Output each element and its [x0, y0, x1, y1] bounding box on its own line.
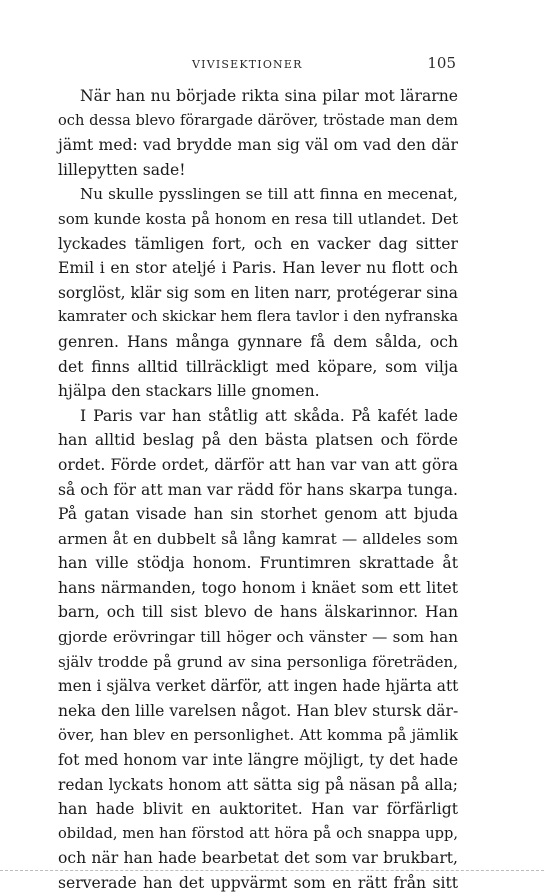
- text-line: och när han hade bearbetat det som var brukbart,: [58, 849, 458, 868]
- text-line: så och för att man var rädd för hans skarpa tunga.: [58, 480, 458, 499]
- text-line: jämt med: vad brydde man sig väl om vad den där: [58, 136, 458, 155]
- text-line: men i själva verket därför, att ingen hade hjärta att: [58, 677, 459, 696]
- text-line: själv trodde på grund av sina personliga företräden,: [58, 652, 458, 671]
- text-line: armen åt en dubbelt så lång kamrat — alldeles som: [58, 529, 458, 548]
- text-line: han hade blivit en auktoritet. Han var förfärligt: [58, 800, 458, 819]
- text-line: kamrater och skickar hem flera tavlor i den nyfranska: [58, 308, 459, 326]
- page-number: 105: [427, 54, 456, 72]
- text-line: som kunde kosta på honom en resa till utlandet. Det: [58, 209, 458, 228]
- text-line: barn, och till sist blevo de hans älskarinnor. Han: [58, 603, 458, 622]
- text-line: lyckades tämligen fort, och en vacker dag sitter: [58, 234, 458, 253]
- text-line: och dessa blevo förargade däröver, tröstade man dem: [58, 111, 458, 129]
- text-line: På gatan visade han sin storhet genom att bjuda: [58, 505, 458, 524]
- bottom-edge-rule: [0, 870, 544, 871]
- text-line: det finns alltid tillräckligt med köpare, som vilja: [58, 357, 458, 376]
- text-line: När han nu började rikta sina pilar mot lärarne: [80, 87, 458, 105]
- text-line: över, han blev en personlighet. Att komma på jämlik: [58, 726, 458, 745]
- text-line: sorglöst, klär sig som en liten narr, protégerar sina: [58, 283, 458, 302]
- text-line: genren. Hans många gynnare få dem sålda, och: [58, 332, 458, 351]
- text-line: hjälpa den stackars lille gnomen.: [58, 382, 320, 401]
- text-line: han alltid beslag på den bästa platsen och förde: [58, 431, 458, 450]
- text-line: hans närmanden, togo honom i knäet som ett litet: [58, 578, 458, 597]
- text-line: Emil i en stor ateljé i Paris. Han lever nu flott och: [58, 259, 458, 278]
- text-line: gjorde erövringar till höger och vänster — som han: [58, 628, 458, 647]
- running-title: VIVISEKTIONER: [192, 58, 303, 71]
- text-line: redan lyckats honom att sätta sig på näsan på alla;: [58, 775, 458, 794]
- text-line: lillepytten sade!: [58, 160, 186, 179]
- text-line: obildad, men han förstod att höra på och snappa upp,: [58, 824, 458, 842]
- text-line: fot med honom var inte längre möjligt, ty det hade: [58, 751, 459, 770]
- text-line: ordet. Förde ordet, därför att han var van att göra: [58, 455, 458, 474]
- page-header: [56, 54, 456, 74]
- text-line: neka den lille varelsen något. Han blev stursk där-: [58, 701, 459, 720]
- text-line: I Paris var han ståtlig att skåda. På kafét lade: [80, 406, 458, 425]
- body-text: [58, 84, 458, 896]
- text-line: han ville stödja honom. Fruntimren skrattade åt: [58, 554, 458, 573]
- text-line: serverade han det uppvärmt som en rätt från sitt: [58, 874, 458, 892]
- text-line: Nu skulle pysslingen se till att finna en mecenat,: [80, 185, 458, 204]
